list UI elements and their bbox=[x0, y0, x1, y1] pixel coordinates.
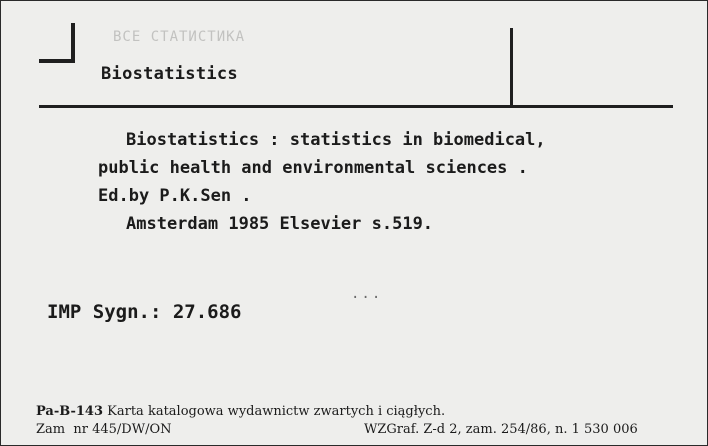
footer-line-1 bbox=[36, 404, 445, 419]
call-number: IMP Sygn.: 27.686 bbox=[47, 301, 242, 323]
horizontal-rule bbox=[39, 105, 673, 108]
vertical-rule bbox=[510, 28, 513, 108]
corner-mark-horizontal bbox=[39, 59, 75, 63]
corner-mark-vertical bbox=[71, 23, 75, 63]
footer-form-description: Karta katalogowa wydawnictw zwartych i ciągłych. bbox=[107, 404, 446, 419]
bibliographic-entry bbox=[98, 126, 546, 238]
entry-line-subtitle: public health and environmental sciences . bbox=[98, 158, 528, 178]
footer-form-code: Pa-B-143 bbox=[36, 404, 104, 419]
entry-line-title: Biostatistics : statistics in biomedical, bbox=[126, 130, 546, 150]
entry-line-imprint: Amsterdam 1985 Elsevier s.519. bbox=[126, 214, 434, 234]
entry-line-editor: Ed.by P.K.Sen . bbox=[98, 186, 252, 206]
header-title: Biostatistics bbox=[101, 64, 238, 84]
stray-dots: ... bbox=[351, 286, 383, 302]
faded-header-text: ВСЕ СТАТИСТИКА bbox=[113, 29, 246, 45]
footer-printer-info: WZGraf. Z-d 2, zam. 254/86, n. 1 530 006 bbox=[364, 422, 638, 437]
footer-order-number: Zam nr 445/DW/ON bbox=[36, 422, 172, 437]
